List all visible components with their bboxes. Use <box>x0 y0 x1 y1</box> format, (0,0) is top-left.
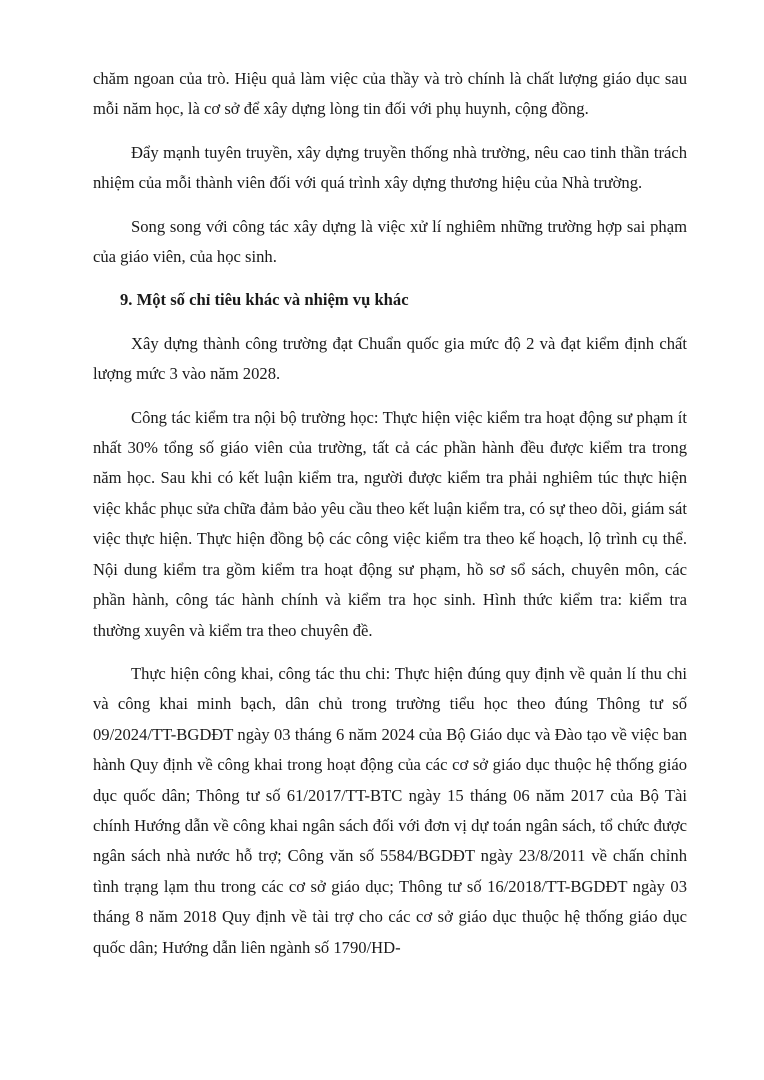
paragraph-quality-continuation: chăm ngoan của trò. Hiệu quả làm việc của thầy và trò chính là chất lượng giáo dục sau mỗi năm học, là cơ sở để xây dựng lòng tin đối với phụ huynh, cộng đồng. <box>93 69 687 119</box>
paragraph-public-finance: Thực hiện công khai, công tác thu chi: Thực hiện đúng quy định về quản lí thu chi và công khai minh bạch, dân chủ trong trường tiểu học theo đúng Thông tư số 09/2024/TT-BGDĐT ngày 03 tháng 6 năm 2024 của Bộ Giáo dục và Đào tạo về việc ban hành Quy định về công khai trong hoạt động của các cơ sở giáo dục thuộc hệ thống giáo dục quốc dân; Thông tư số 61/2017/TT-BTC ngày 15 tháng 06 năm 2017 của Bộ Tài chính Hướng dẫn về công khai ngân sách đối với đơn vị dự toán ngân sách, tổ chức được ngân sách nhà nước hỗ trợ; Công văn số 5584/BGDĐT ngày 23/8/2011 về chấn chỉnh tình trạng lạm thu trong các cơ sở giáo dục; Thông tư số 16/2018/TT-BGDĐT ngày 03 tháng 8 năm 2018 Quy định về tài trợ cho các cơ sở giáo dục thuộc hệ thống giáo dục quốc dân; Hướng dẫn liên ngành số 1790/HD- <box>93 663 687 957</box>
paragraph-promote-tradition: Đẩy mạnh tuyên truyền, xây dựng truyền thống nhà trường, nêu cao tinh thần trách nhiệm của mỗi thành viên đối với quá trình xây dựng thương hiệu của Nhà trường. <box>93 142 687 193</box>
paragraph-national-standard: Xây dựng thành công trường đạt Chuẩn quốc gia mức độ 2 và đạt kiểm định chất lượng mức 3 vào năm 2028. <box>93 333 687 384</box>
paragraph-handle-violations: Song song với công tác xây dựng là việc xử lí nghiêm những trường hợp sai phạm của giáo viên, của học sinh. <box>93 216 687 267</box>
paragraph-internal-inspection: Công tác kiểm tra nội bộ trường học: Thực hiện việc kiểm tra hoạt động sư phạm ít nhất 30% tổng số giáo viên của trường, tất cả các phần hành đều được kiểm tra trong năm học. Sau khi có kết luận kiểm tra, người được kiểm tra phải nghiêm túc thực hiện việc khắc phục sửa chữa đảm bảo yêu cầu theo kết luận kiểm tra, có sự theo dõi, giám sát việc thực hiện. Thực hiện đồng bộ các công việc kiểm tra theo kế hoạch, lộ trình cụ thể. Nội dung kiểm tra gồm kiểm tra hoạt động sư phạm, hồ sơ sổ sách, chuyên môn, các phần hành, công tác hành chính và kiểm tra học sinh. Hình thức kiểm tra: kiểm tra thường xuyên và kiểm tra theo chuyên đề. <box>93 407 687 640</box>
section-heading-other-targets: 9. Một số chỉ tiêu khác và nhiệm vụ khác <box>120 290 409 310</box>
document-body <box>93 64 687 976</box>
